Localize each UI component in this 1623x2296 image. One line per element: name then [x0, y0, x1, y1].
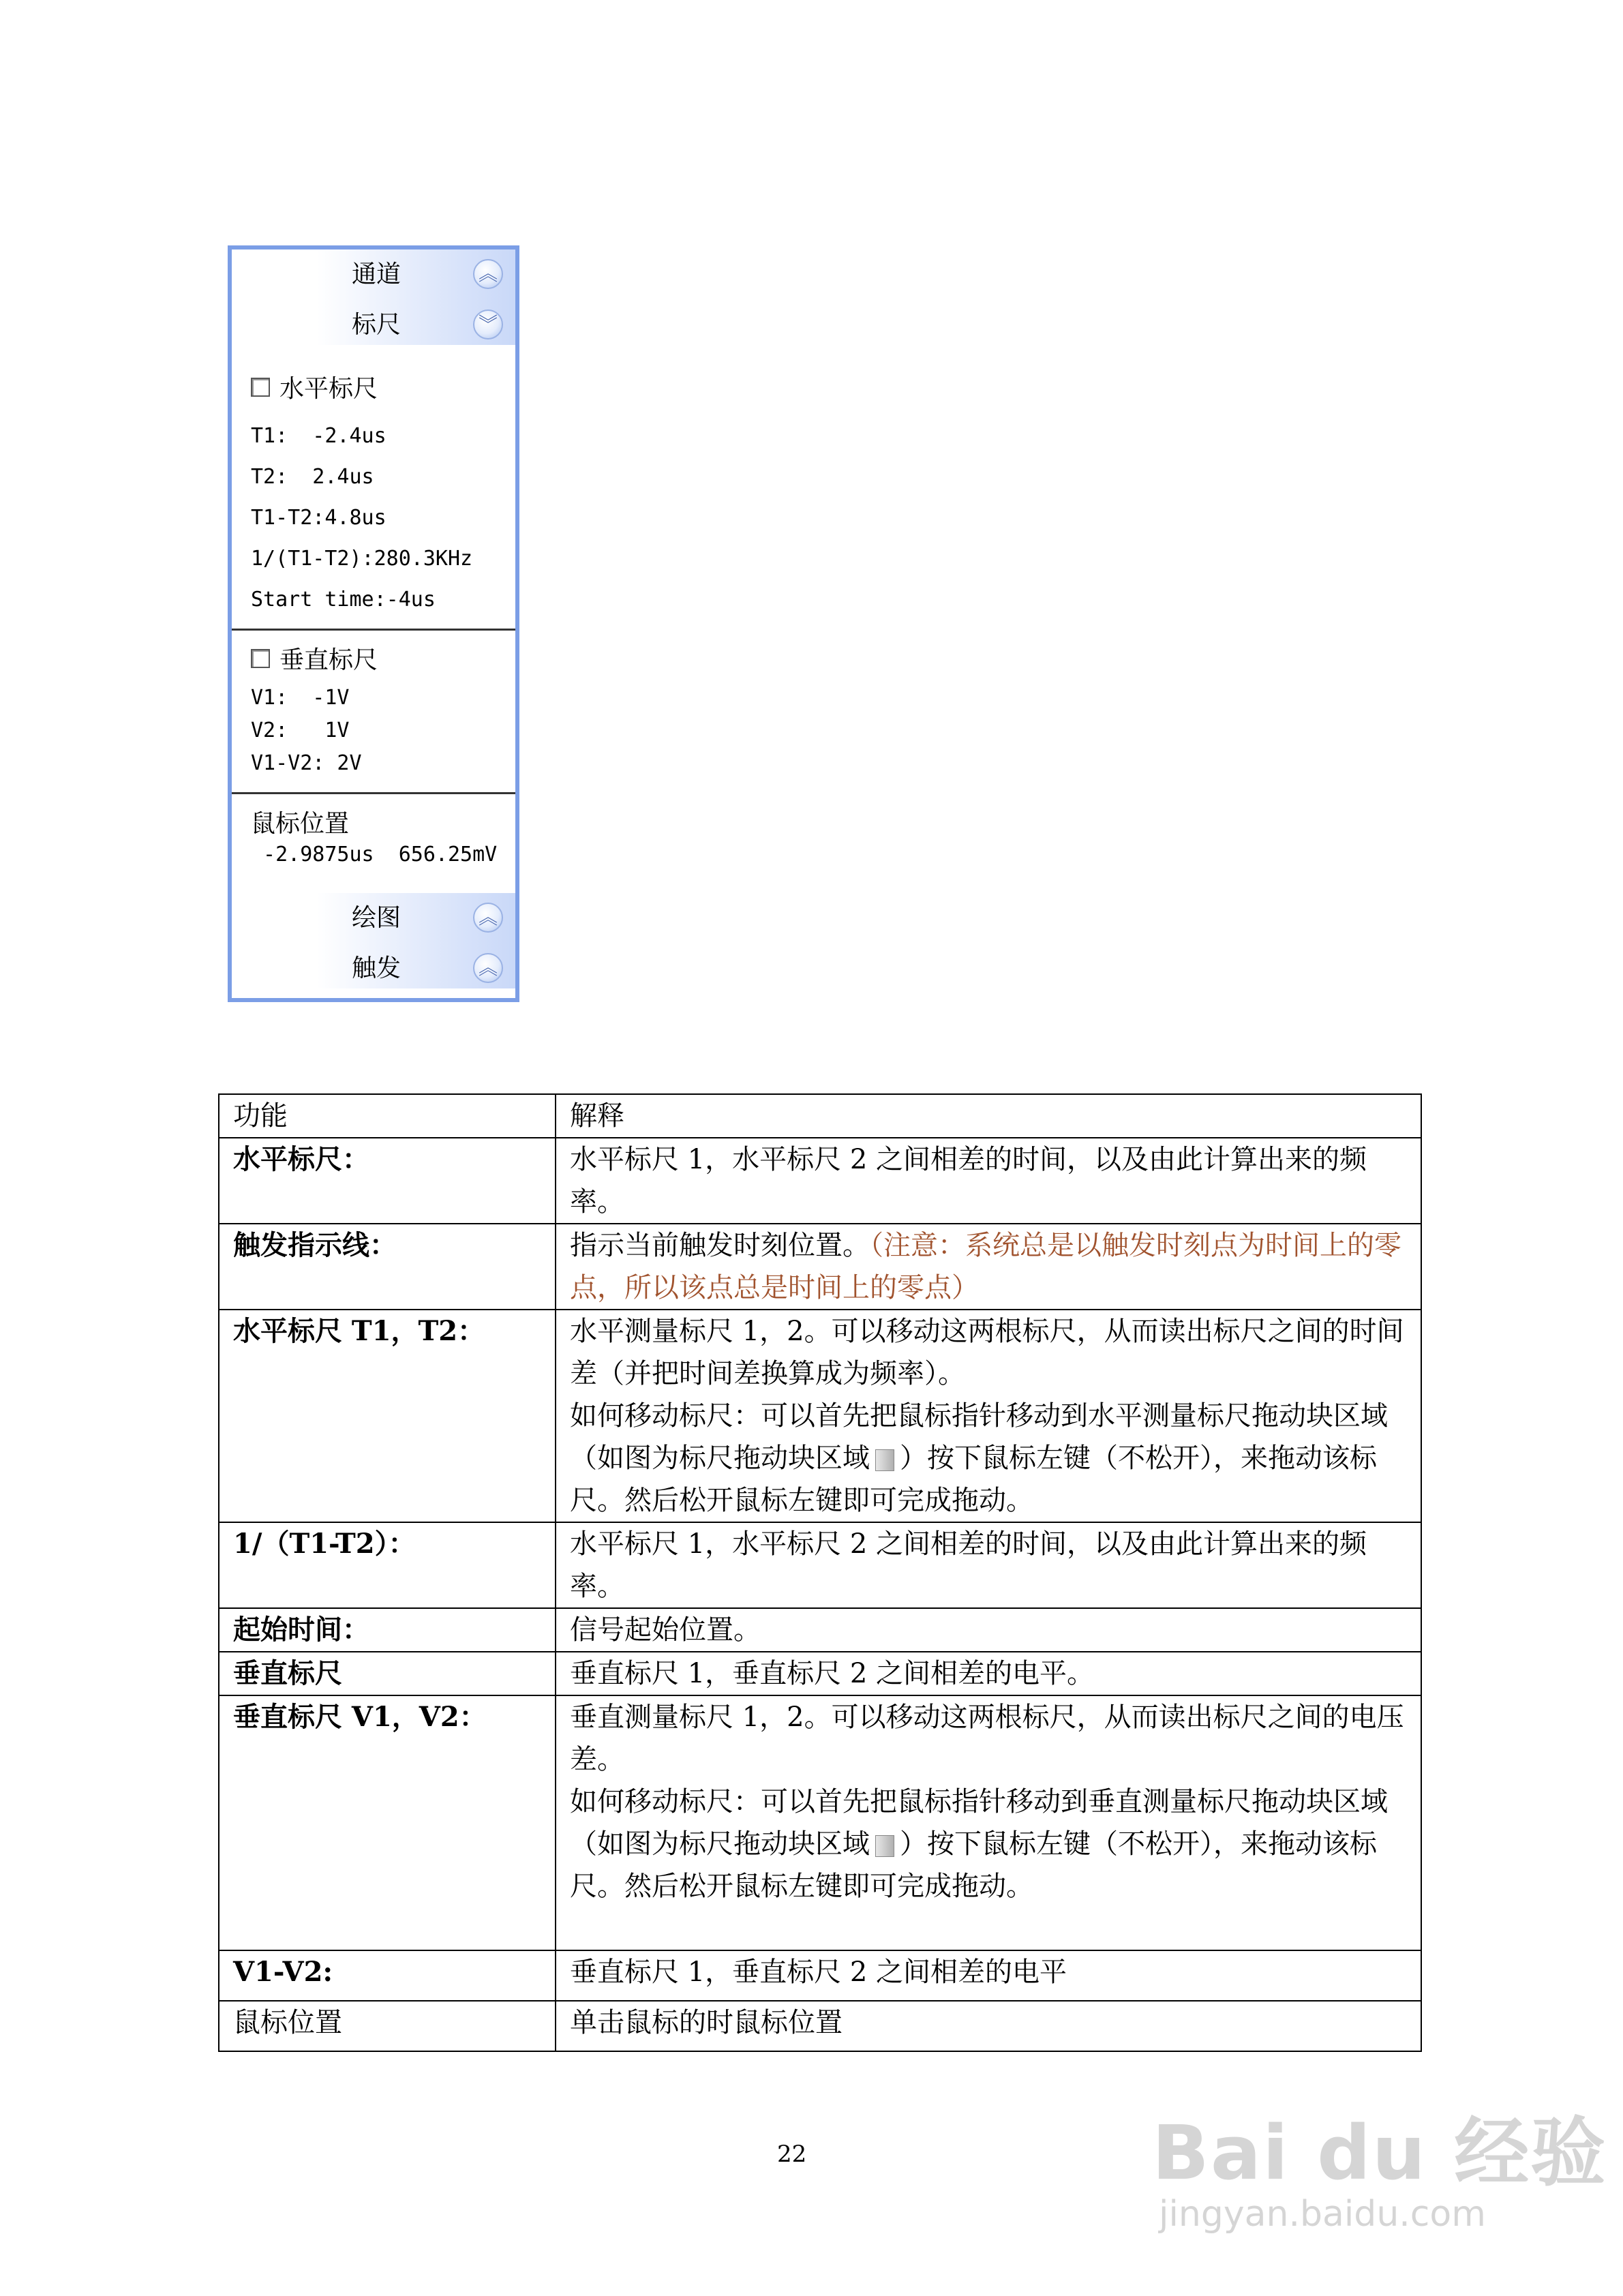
v1-v2-value: V1-V2: 2V: [251, 751, 362, 775]
mouse-position-value: -2.9875us 656.25mV: [251, 843, 498, 866]
row-function: 垂直标尺: [219, 1652, 556, 1695]
row-function: 水平标尺：: [219, 1138, 556, 1224]
howto-text-b: ）按下鼠标左键（不松开），来拖动该标尺。然后松开鼠标左键即可完成拖动。: [570, 1442, 1377, 1516]
page-number: 22: [777, 2141, 807, 2168]
drag-handle-icon: [875, 1449, 894, 1471]
row-function: 垂直标尺 V1，V2：: [219, 1695, 556, 1950]
table-row: [219, 1950, 1421, 2001]
drag-handle-icon: [875, 1835, 894, 1857]
vertical-ruler-checkbox-row[interactable]: [251, 641, 378, 676]
table-row: [219, 1224, 1421, 1310]
row-description-text: 垂直测量标尺 1，2。可以移动这两根标尺，从而读出标尺之间的电压差。: [570, 1702, 1404, 1775]
row-function: 水平标尺 T1，T2：: [219, 1310, 556, 1522]
t2-value: T2: 2.4us: [251, 465, 374, 489]
row-description: 水平标尺 1，水平标尺 2 之间相差的时间，以及由此计算出来的频率。: [556, 1522, 1421, 1608]
table-row: [219, 1652, 1421, 1695]
table-header-row: [219, 1094, 1421, 1138]
watermark: [1152, 2093, 1607, 2235]
row-description: [556, 1695, 1421, 1950]
t1-value: T1: -2.4us: [251, 424, 386, 448]
row-description: 垂直标尺 1，垂直标尺 2 之间相差的电平: [556, 1950, 1421, 2001]
draw-section-header[interactable]: [232, 893, 515, 941]
row-description-text: 指示当前触发时刻位置。: [570, 1230, 870, 1261]
horizontal-ruler-checkbox-row[interactable]: [251, 369, 378, 404]
trigger-section-header[interactable]: [232, 941, 515, 988]
howto-text-a: 如何移动标尺：可以首先把鼠标指针移动到水平测量标尺拖动块区域（如图为标尺拖动块区域: [570, 1400, 1388, 1474]
divider: [232, 792, 515, 794]
row-description: 垂直标尺 1，垂直标尺 2 之间相差的电平。: [556, 1652, 1421, 1695]
row-description-howto: [570, 1781, 1407, 1907]
horizontal-ruler-title: 水平标尺: [279, 375, 378, 403]
table-row: [219, 1608, 1421, 1652]
row-description: 信号起始位置。: [556, 1608, 1421, 1652]
row-function: 1/（T1-T2）：: [219, 1522, 556, 1608]
header-explanation: 解释: [556, 1094, 1421, 1138]
ruler-label: 标尺: [352, 311, 401, 339]
watermark-brand: Bai du 经验: [1152, 2109, 1607, 2196]
vertical-ruler-checkbox[interactable]: [251, 649, 270, 668]
ruler-section-header[interactable]: [232, 297, 515, 345]
t1-t2-value: T1-T2:4.8us: [251, 506, 386, 530]
table-row: [219, 1138, 1421, 1224]
row-function: 鼠标位置: [219, 2001, 556, 2051]
v1-value: V1: -1V: [251, 686, 350, 710]
vertical-ruler-title: 垂直标尺: [279, 646, 378, 674]
v2-value: V2: 1V: [251, 719, 350, 742]
row-description: [556, 1310, 1421, 1522]
draw-label: 绘图: [352, 904, 401, 932]
table-row: [219, 1310, 1421, 1522]
table-row: [219, 1695, 1421, 1950]
row-description-text: 水平测量标尺 1，2。可以移动这两根标尺，从而读出标尺之间的时间差（并把时间差换算成为频率）。: [570, 1316, 1404, 1389]
header-function: 功能: [219, 1094, 556, 1138]
table-row: [219, 2001, 1421, 2051]
trigger-label: 触发: [352, 954, 401, 982]
row-description: 单击鼠标的时鼠标位置: [556, 2001, 1421, 2051]
table-row: [219, 1522, 1421, 1608]
double-chevron-up-icon[interactable]: ︽: [473, 259, 503, 289]
double-chevron-down-icon[interactable]: ︾: [473, 309, 503, 339]
ruler-panel: [228, 245, 519, 1002]
row-function: 触发指示线：: [219, 1224, 556, 1310]
frequency-value: 1/(T1-T2):280.3KHz: [251, 547, 473, 571]
row-description-howto: [570, 1395, 1407, 1522]
watermark-url: jingyan.baidu.com: [1159, 2194, 1486, 2235]
row-description: 水平标尺 1，水平标尺 2 之间相差的时间，以及由此计算出来的频率。: [556, 1138, 1421, 1224]
channel-label: 通道: [352, 260, 401, 288]
divider: [232, 629, 515, 631]
howto-text-b: ）按下鼠标左键（不松开），来拖动该标尺。然后松开鼠标左键即可完成拖动。: [570, 1828, 1377, 1902]
row-function: V1-V2:: [219, 1950, 556, 2001]
function-table: [218, 1093, 1422, 2052]
channel-section-header[interactable]: [232, 250, 515, 297]
start-time-value: Start time:-4us: [251, 588, 436, 611]
horizontal-ruler-checkbox[interactable]: [251, 378, 270, 397]
double-chevron-up-icon[interactable]: ︽: [473, 953, 503, 983]
howto-text-a: 如何移动标尺：可以首先把鼠标指针移动到垂直测量标尺拖动块区域（如图为标尺拖动块区域: [570, 1786, 1388, 1860]
row-note: （注意：系统总是以触发时刻点为时间上的零点，所以该点总是时间上的零点）: [570, 1230, 1401, 1303]
row-function: 起始时间：: [219, 1608, 556, 1652]
mouse-position-title: 鼠标位置: [251, 810, 350, 838]
row-description: [556, 1224, 1421, 1310]
double-chevron-up-icon[interactable]: ︽: [473, 903, 503, 933]
